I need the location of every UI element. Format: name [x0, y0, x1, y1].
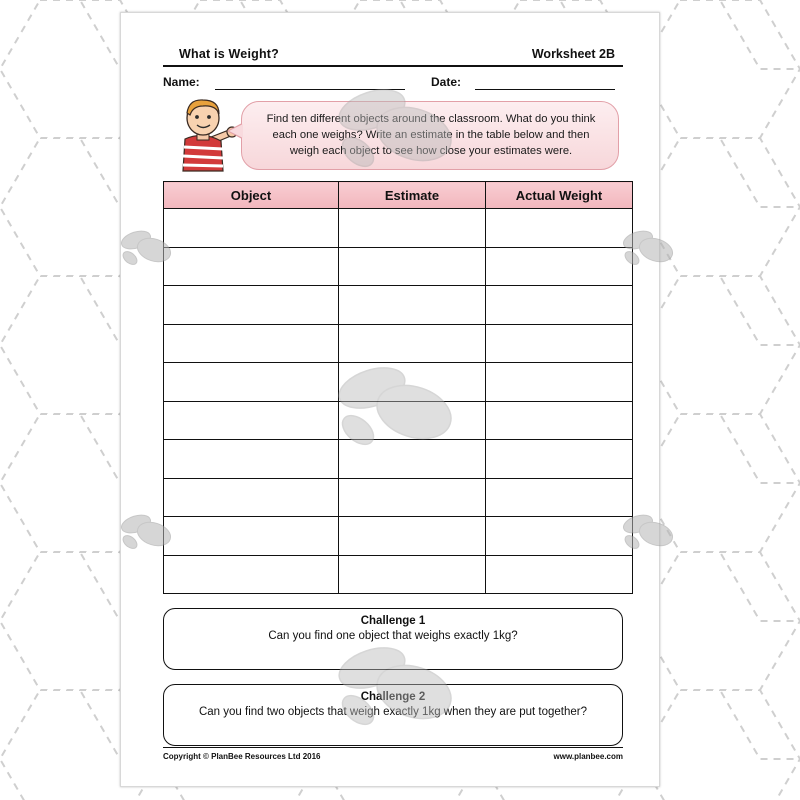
cell-actual-weight[interactable] [486, 401, 633, 440]
challenge-2-box[interactable] [163, 684, 623, 746]
cell-actual-weight[interactable] [486, 209, 633, 248]
cell-estimate[interactable] [339, 209, 486, 248]
weight-table [163, 181, 633, 594]
table-body [164, 209, 633, 594]
worksheet-number: Worksheet 2B [531, 47, 615, 61]
challenge-1-text: Can you find one object that weighs exactly 1kg? [268, 630, 518, 642]
cell-estimate[interactable] [339, 286, 486, 325]
date-label: Date: [431, 75, 462, 89]
cell-actual-weight[interactable] [486, 440, 633, 479]
name-date-row [163, 73, 623, 99]
worksheet-footer [163, 747, 623, 761]
table-row [164, 555, 633, 594]
challenge-2-title: Challenge 2 [360, 691, 426, 703]
table-row [164, 286, 633, 325]
instruction-bubble: Find ten different objects around the classroom. What do you think each one weighs? Write an estimate in the table below and then weigh each object to see how close your estimates were. [241, 101, 619, 170]
challenge-1-title: Challenge 1 [360, 615, 426, 627]
table-row [164, 401, 633, 440]
cell-actual-weight[interactable] [486, 478, 633, 517]
cell-object[interactable] [164, 517, 339, 556]
table-row [164, 209, 633, 248]
worksheet-header [163, 35, 623, 67]
cell-object[interactable] [164, 555, 339, 594]
challenge-2-text: Can you find two objects that weigh exactly 1kg when they are put together? [198, 706, 588, 718]
table-row [164, 363, 633, 402]
page-title: What is Weight? [179, 47, 279, 61]
copyright-text: Copyright © PlanBee Resources Ltd 2016 [163, 752, 321, 761]
name-input-line[interactable] [215, 89, 405, 90]
cell-estimate[interactable] [339, 478, 486, 517]
date-input-line[interactable] [475, 89, 615, 90]
table-row [164, 247, 633, 286]
column-header-object: Object [164, 182, 339, 209]
cell-actual-weight[interactable] [486, 517, 633, 556]
table-row [164, 324, 633, 363]
cell-object[interactable] [164, 478, 339, 517]
cell-estimate[interactable] [339, 324, 486, 363]
worksheet-page [120, 12, 660, 787]
table-header-row [164, 182, 633, 209]
instruction-area [163, 101, 623, 171]
table-row [164, 478, 633, 517]
cell-object[interactable] [164, 324, 339, 363]
table-row [164, 440, 633, 479]
cell-object[interactable] [164, 209, 339, 248]
cell-estimate[interactable] [339, 247, 486, 286]
cell-object[interactable] [164, 363, 339, 402]
cell-object[interactable] [164, 247, 339, 286]
cell-actual-weight[interactable] [486, 286, 633, 325]
cell-object[interactable] [164, 286, 339, 325]
table-head [164, 182, 633, 209]
challenge-1-box[interactable] [163, 608, 623, 670]
cell-actual-weight[interactable] [486, 555, 633, 594]
cell-estimate[interactable] [339, 401, 486, 440]
name-label: Name: [163, 75, 200, 89]
cell-estimate[interactable] [339, 440, 486, 479]
cell-estimate[interactable] [339, 517, 486, 556]
cell-object[interactable] [164, 401, 339, 440]
cell-object[interactable] [164, 440, 339, 479]
cell-estimate[interactable] [339, 363, 486, 402]
cell-actual-weight[interactable] [486, 363, 633, 402]
cell-actual-weight[interactable] [486, 324, 633, 363]
column-header-estimate: Estimate [339, 182, 486, 209]
cell-estimate[interactable] [339, 555, 486, 594]
worksheet-content [163, 35, 623, 765]
column-header-actual-weight: Actual Weight [486, 182, 633, 209]
cell-actual-weight[interactable] [486, 247, 633, 286]
website-text[interactable]: www.planbee.com [553, 752, 623, 761]
table-row [164, 517, 633, 556]
